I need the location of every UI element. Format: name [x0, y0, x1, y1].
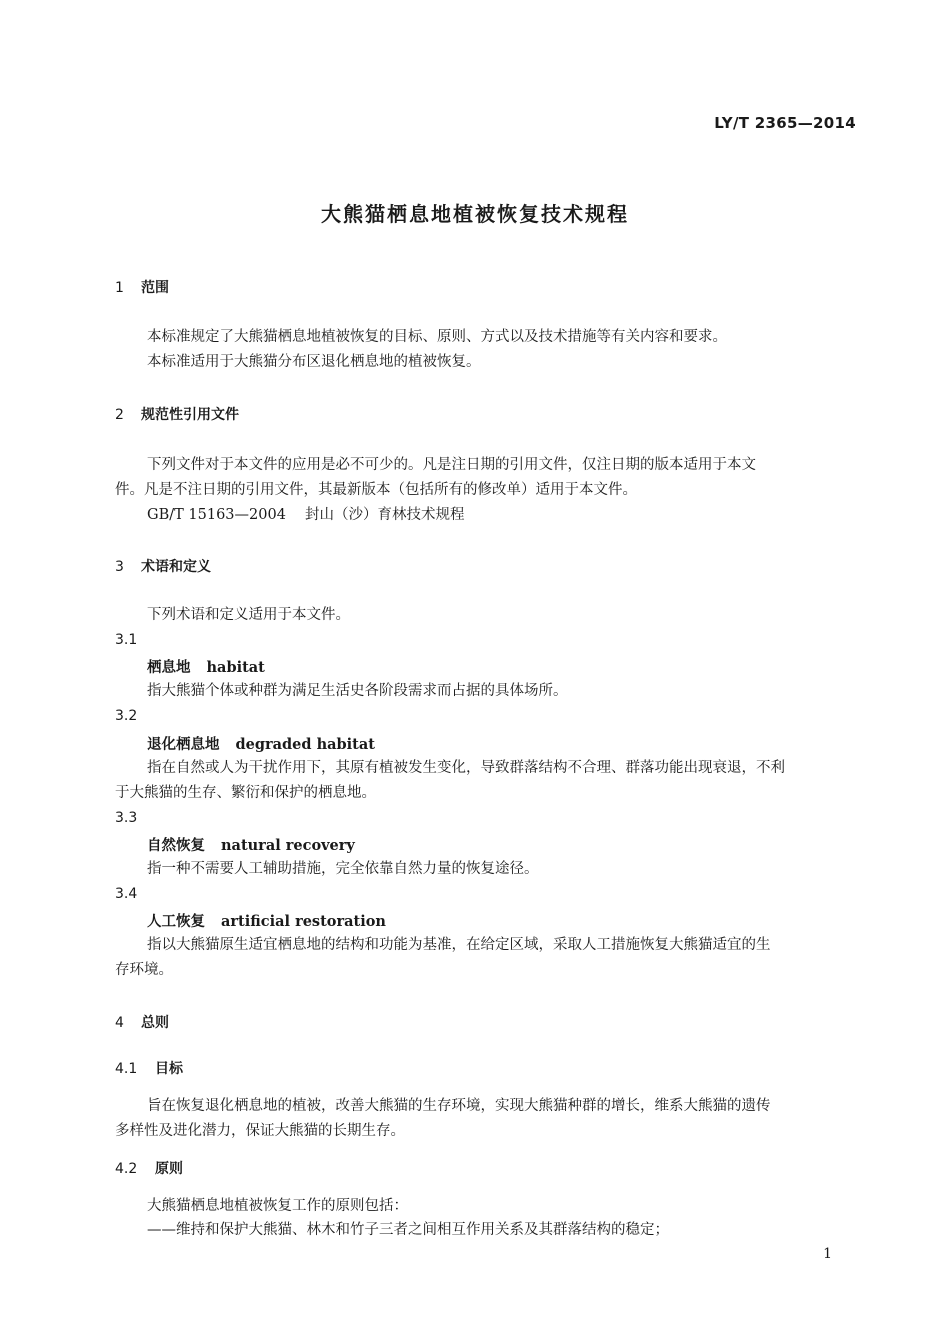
term-entry — [147, 733, 375, 754]
term-entry — [147, 656, 265, 677]
term-definition-continuation: 于大熊猫的生存、繁衍和保护的栖息地。 — [115, 785, 376, 801]
page-number: 1 — [823, 1246, 832, 1262]
term-definition: 指在自然或人为干扰作用下，其原有植被发生变化，导致群落结构不合理、群落功能出现衰退，不利 — [147, 760, 785, 776]
term-entry — [147, 910, 386, 931]
section-4-heading — [115, 1012, 169, 1032]
reference-title: 封山（沙）育林技术规程 — [305, 507, 465, 523]
term-number: 3.3 — [115, 810, 138, 826]
paragraph-continuation: 多样性及进化潜力，保证大熊猫的长期生存。 — [115, 1123, 405, 1139]
term-number: 3.4 — [115, 886, 138, 902]
subsection-number: 4.2 — [115, 1161, 138, 1177]
section-number: 1 — [115, 280, 124, 296]
document-title: 大熊猫栖息地植被恢复技术规程 — [321, 202, 629, 226]
section-title: 术语和定义 — [141, 559, 211, 575]
term-chinese: 人工恢复 — [147, 914, 205, 930]
section-number: 4 — [115, 1015, 124, 1031]
term-english: habitat — [206, 659, 265, 676]
term-number: 3.2 — [115, 708, 138, 724]
reference-code: GB/T 15163—2004 — [147, 507, 286, 523]
subsection-title: 原则 — [155, 1161, 183, 1177]
term-entry — [147, 834, 355, 855]
paragraph: 本标准适用于大熊猫分布区退化栖息地的植被恢复。 — [147, 354, 481, 370]
subsection-number: 4.1 — [115, 1061, 138, 1077]
section-title: 规范性引用文件 — [141, 407, 239, 423]
term-chinese: 自然恢复 — [147, 838, 205, 854]
section-2-heading — [115, 404, 239, 424]
term-english: degraded habitat — [235, 736, 375, 753]
paragraph: 旨在恢复退化栖息地的植被，改善大熊猫的生存环境，实现大熊猫种群的增长，维系大熊猫的遗传 — [147, 1098, 771, 1114]
paragraph: 下列文件对于本文件的应用是必不可少的。凡是注日期的引用文件，仅注日期的版本适用于本文 — [147, 457, 756, 473]
term-number: 3.1 — [115, 632, 138, 648]
section-number: 2 — [115, 407, 124, 423]
term-definition: 指大熊猫个体或种群为满足生活史各阶段需求而占据的具体场所。 — [147, 683, 568, 699]
section-3-heading — [115, 556, 211, 576]
section-title: 总则 — [141, 1015, 169, 1031]
subsection-4-1-heading — [115, 1058, 183, 1078]
section-title: 范围 — [141, 280, 169, 296]
section-number: 3 — [115, 559, 124, 575]
section-1-heading — [115, 277, 169, 297]
list-item: ——维持和保护大熊猫、林木和竹子三者之间相互作用关系及其群落结构的稳定； — [147, 1222, 669, 1238]
paragraph: 大熊猫栖息地植被恢复工作的原则包括： — [147, 1198, 408, 1214]
subsection-4-2-heading — [115, 1158, 183, 1178]
paragraph: 下列术语和定义适用于本文件。 — [147, 607, 350, 623]
term-definition: 指一种不需要人工辅助措施，完全依靠自然力量的恢复途径。 — [147, 861, 539, 877]
subsection-title: 目标 — [155, 1061, 183, 1077]
term-chinese: 退化栖息地 — [147, 737, 220, 753]
paragraph-continuation: 件。凡是不注日期的引用文件，其最新版本（包括所有的修改单）适用于本文件。 — [115, 482, 637, 498]
term-english: natural recovery — [221, 837, 355, 854]
standard-code: LY/T 2365—2014 — [714, 114, 856, 132]
term-chinese: 栖息地 — [147, 660, 191, 676]
paragraph: 本标准规定了大熊猫栖息地植被恢复的目标、原则、方式以及技术措施等有关内容和要求。 — [147, 329, 727, 345]
term-definition-continuation: 存环境。 — [115, 962, 173, 978]
term-definition: 指以大熊猫原生适宜栖息地的结构和功能为基准，在给定区域，采取人工措施恢复大熊猫适宜的生 — [147, 937, 771, 953]
normative-reference — [147, 503, 465, 528]
term-english: artificial restoration — [221, 913, 386, 930]
